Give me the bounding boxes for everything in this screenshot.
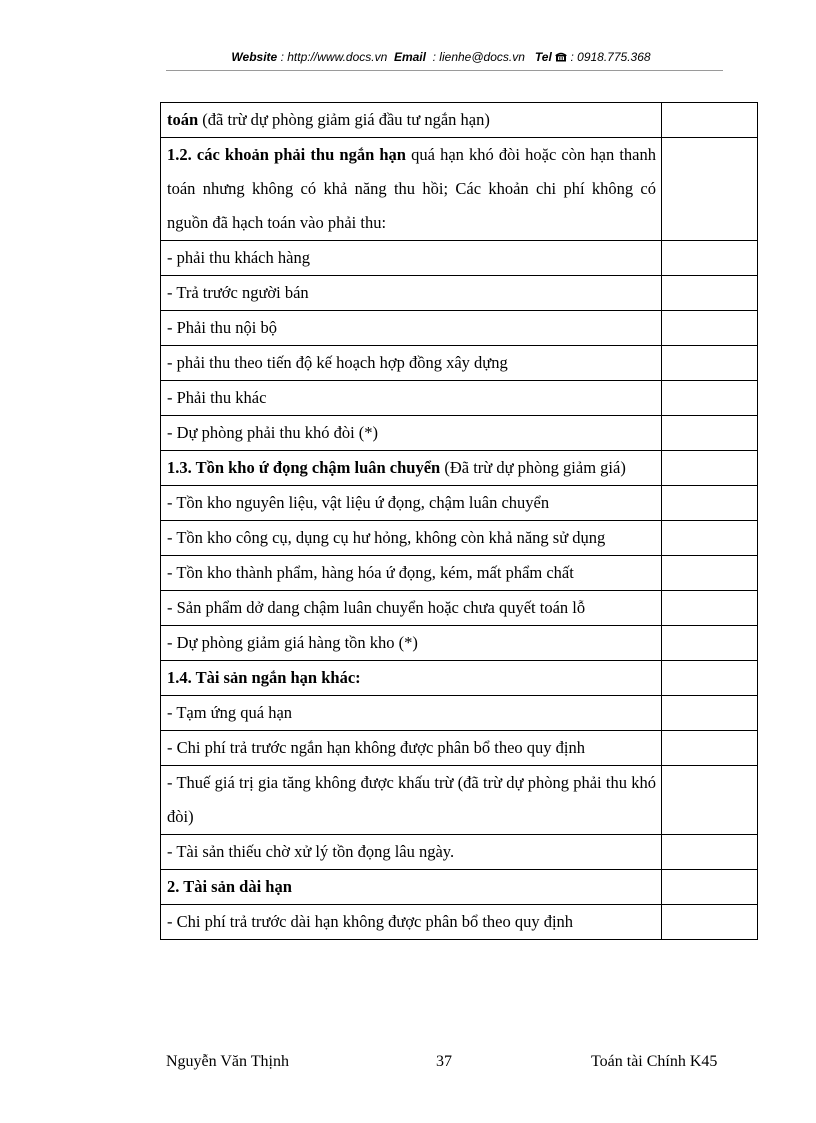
row-text: - Tồn kho nguyên liệu, vật liệu ứ đọng, chậm luân chuyển	[167, 493, 550, 512]
row-label-cell	[161, 276, 662, 311]
row-text: (đã trừ dự phòng giảm giá đầu tư ngắn hạn)	[198, 110, 490, 129]
row-text: - Tồn kho công cụ, dụng cụ hư hỏng, không còn khả năng sử dụng	[167, 528, 606, 547]
row-text: - Tài sản thiếu chờ xử lý tồn đọng lâu ngày.	[167, 842, 455, 861]
footer-author: Nguyễn Văn Thịnh	[166, 1053, 289, 1070]
row-heading: 1.3. Tồn kho ứ đọng chậm luân chuyển	[167, 458, 441, 477]
row-text: - Tồn kho thành phẩm, hàng hóa ứ đọng, kém, mất phẩm chất	[167, 563, 574, 582]
row-value-cell	[662, 870, 758, 905]
row-text: - Dự phòng giảm giá hàng tồn kho (*)	[167, 633, 418, 652]
table-row	[161, 556, 758, 591]
table-row	[161, 696, 758, 731]
table-row	[161, 103, 758, 138]
row-heading: toán	[167, 110, 199, 129]
row-label-cell	[161, 451, 662, 486]
row-label-cell	[161, 103, 662, 138]
table-row	[161, 731, 758, 766]
table-row	[161, 416, 758, 451]
row-label-cell	[161, 905, 662, 940]
row-heading: 2. Tài sản dài hạn	[167, 877, 292, 896]
row-text: - Sản phẩm dở dang chậm luân chuyển hoặc chưa quyết toán lỗ	[167, 598, 586, 617]
row-value-cell	[662, 556, 758, 591]
content-table	[160, 102, 758, 940]
row-label-cell	[161, 241, 662, 276]
table-row	[161, 905, 758, 940]
table-row	[161, 661, 758, 696]
row-heading: 1.4. Tài sản ngắn hạn khác:	[167, 668, 361, 687]
row-label-cell	[161, 626, 662, 661]
table-row	[161, 626, 758, 661]
row-value-cell	[662, 521, 758, 556]
tel-label: Tel	[534, 50, 552, 64]
header-divider	[166, 70, 723, 71]
table-row	[161, 870, 758, 905]
row-value-cell	[662, 905, 758, 940]
row-value-cell	[662, 311, 758, 346]
row-label-cell	[161, 591, 662, 626]
table-row	[161, 451, 758, 486]
table-row	[161, 591, 758, 626]
row-text: - phải thu theo tiến độ kế hoạch hợp đồng xây dựng	[167, 353, 508, 372]
row-value-cell	[662, 731, 758, 766]
row-value-cell	[662, 346, 758, 381]
table-row	[161, 486, 758, 521]
table-row	[161, 381, 758, 416]
row-value-cell	[662, 276, 758, 311]
row-label-cell	[161, 696, 662, 731]
row-label-cell	[161, 556, 662, 591]
row-label-cell	[161, 346, 662, 381]
table-row	[161, 276, 758, 311]
row-value-cell	[662, 835, 758, 870]
row-label-cell	[161, 311, 662, 346]
table-row	[161, 138, 758, 241]
row-text: quá hạn khó đòi hoặc còn hạn thanh toán nhưng không có khả năng thu hồi; Các khoản chi phí không có nguồn đã hạch toán vào phải thu:	[167, 145, 656, 232]
row-heading: 1.2. các khoản phải thu ngắn hạn	[167, 145, 406, 164]
row-label-cell	[161, 731, 662, 766]
row-label-cell	[161, 766, 662, 835]
row-value-cell	[662, 591, 758, 626]
row-label-cell	[161, 138, 662, 241]
row-value-cell	[662, 626, 758, 661]
row-value-cell	[662, 766, 758, 835]
row-label-cell	[161, 835, 662, 870]
row-label-cell	[161, 416, 662, 451]
email-value[interactable]: : lienhe@docs.vn	[432, 50, 525, 64]
row-text: (Đã trừ dự phòng giảm giá)	[440, 458, 626, 477]
row-value-cell	[662, 103, 758, 138]
row-label-cell	[161, 870, 662, 905]
row-text: - Phải thu khác	[167, 388, 267, 407]
row-label-cell	[161, 521, 662, 556]
phone-icon	[555, 51, 567, 62]
row-value-cell	[662, 696, 758, 731]
row-value-cell	[662, 451, 758, 486]
row-text: - Chi phí trả trước ngắn hạn không được phân bổ theo quy định	[167, 738, 585, 757]
row-value-cell	[662, 661, 758, 696]
row-label-cell	[161, 486, 662, 521]
row-value-cell	[662, 138, 758, 241]
table-row	[161, 241, 758, 276]
row-text: - Trả trước người bán	[167, 283, 309, 302]
row-value-cell	[662, 241, 758, 276]
website-value[interactable]: : http://www.docs.vn	[280, 50, 388, 64]
row-label-cell	[161, 381, 662, 416]
table-row	[161, 311, 758, 346]
row-value-cell	[662, 416, 758, 451]
row-value-cell	[662, 381, 758, 416]
row-text: - Phải thu nội bộ	[167, 318, 277, 337]
table-row	[161, 766, 758, 835]
page-header	[160, 50, 722, 64]
table-row	[161, 521, 758, 556]
row-text: - Thuế giá trị gia tăng không được khấu trừ (đã trừ dự phòng phải thu khó đòi)	[167, 773, 656, 826]
table-row	[161, 835, 758, 870]
footer-course: Toán tài Chính K45	[591, 1053, 718, 1070]
tel-value: : 0918.775.368	[570, 50, 651, 64]
row-label-cell	[161, 661, 662, 696]
row-text: - Tạm ứng quá hạn	[167, 703, 293, 722]
row-text: - Dự phòng phải thu khó đòi (*)	[167, 423, 379, 442]
footer-page-number: 37	[436, 1053, 452, 1070]
row-value-cell	[662, 486, 758, 521]
table-row	[161, 346, 758, 381]
website-label: Website	[231, 50, 278, 64]
row-text: - Chi phí trả trước dài hạn không được phân bổ theo quy định	[167, 912, 574, 931]
email-label: Email	[393, 50, 426, 64]
row-text: - phải thu khách hàng	[167, 248, 310, 267]
